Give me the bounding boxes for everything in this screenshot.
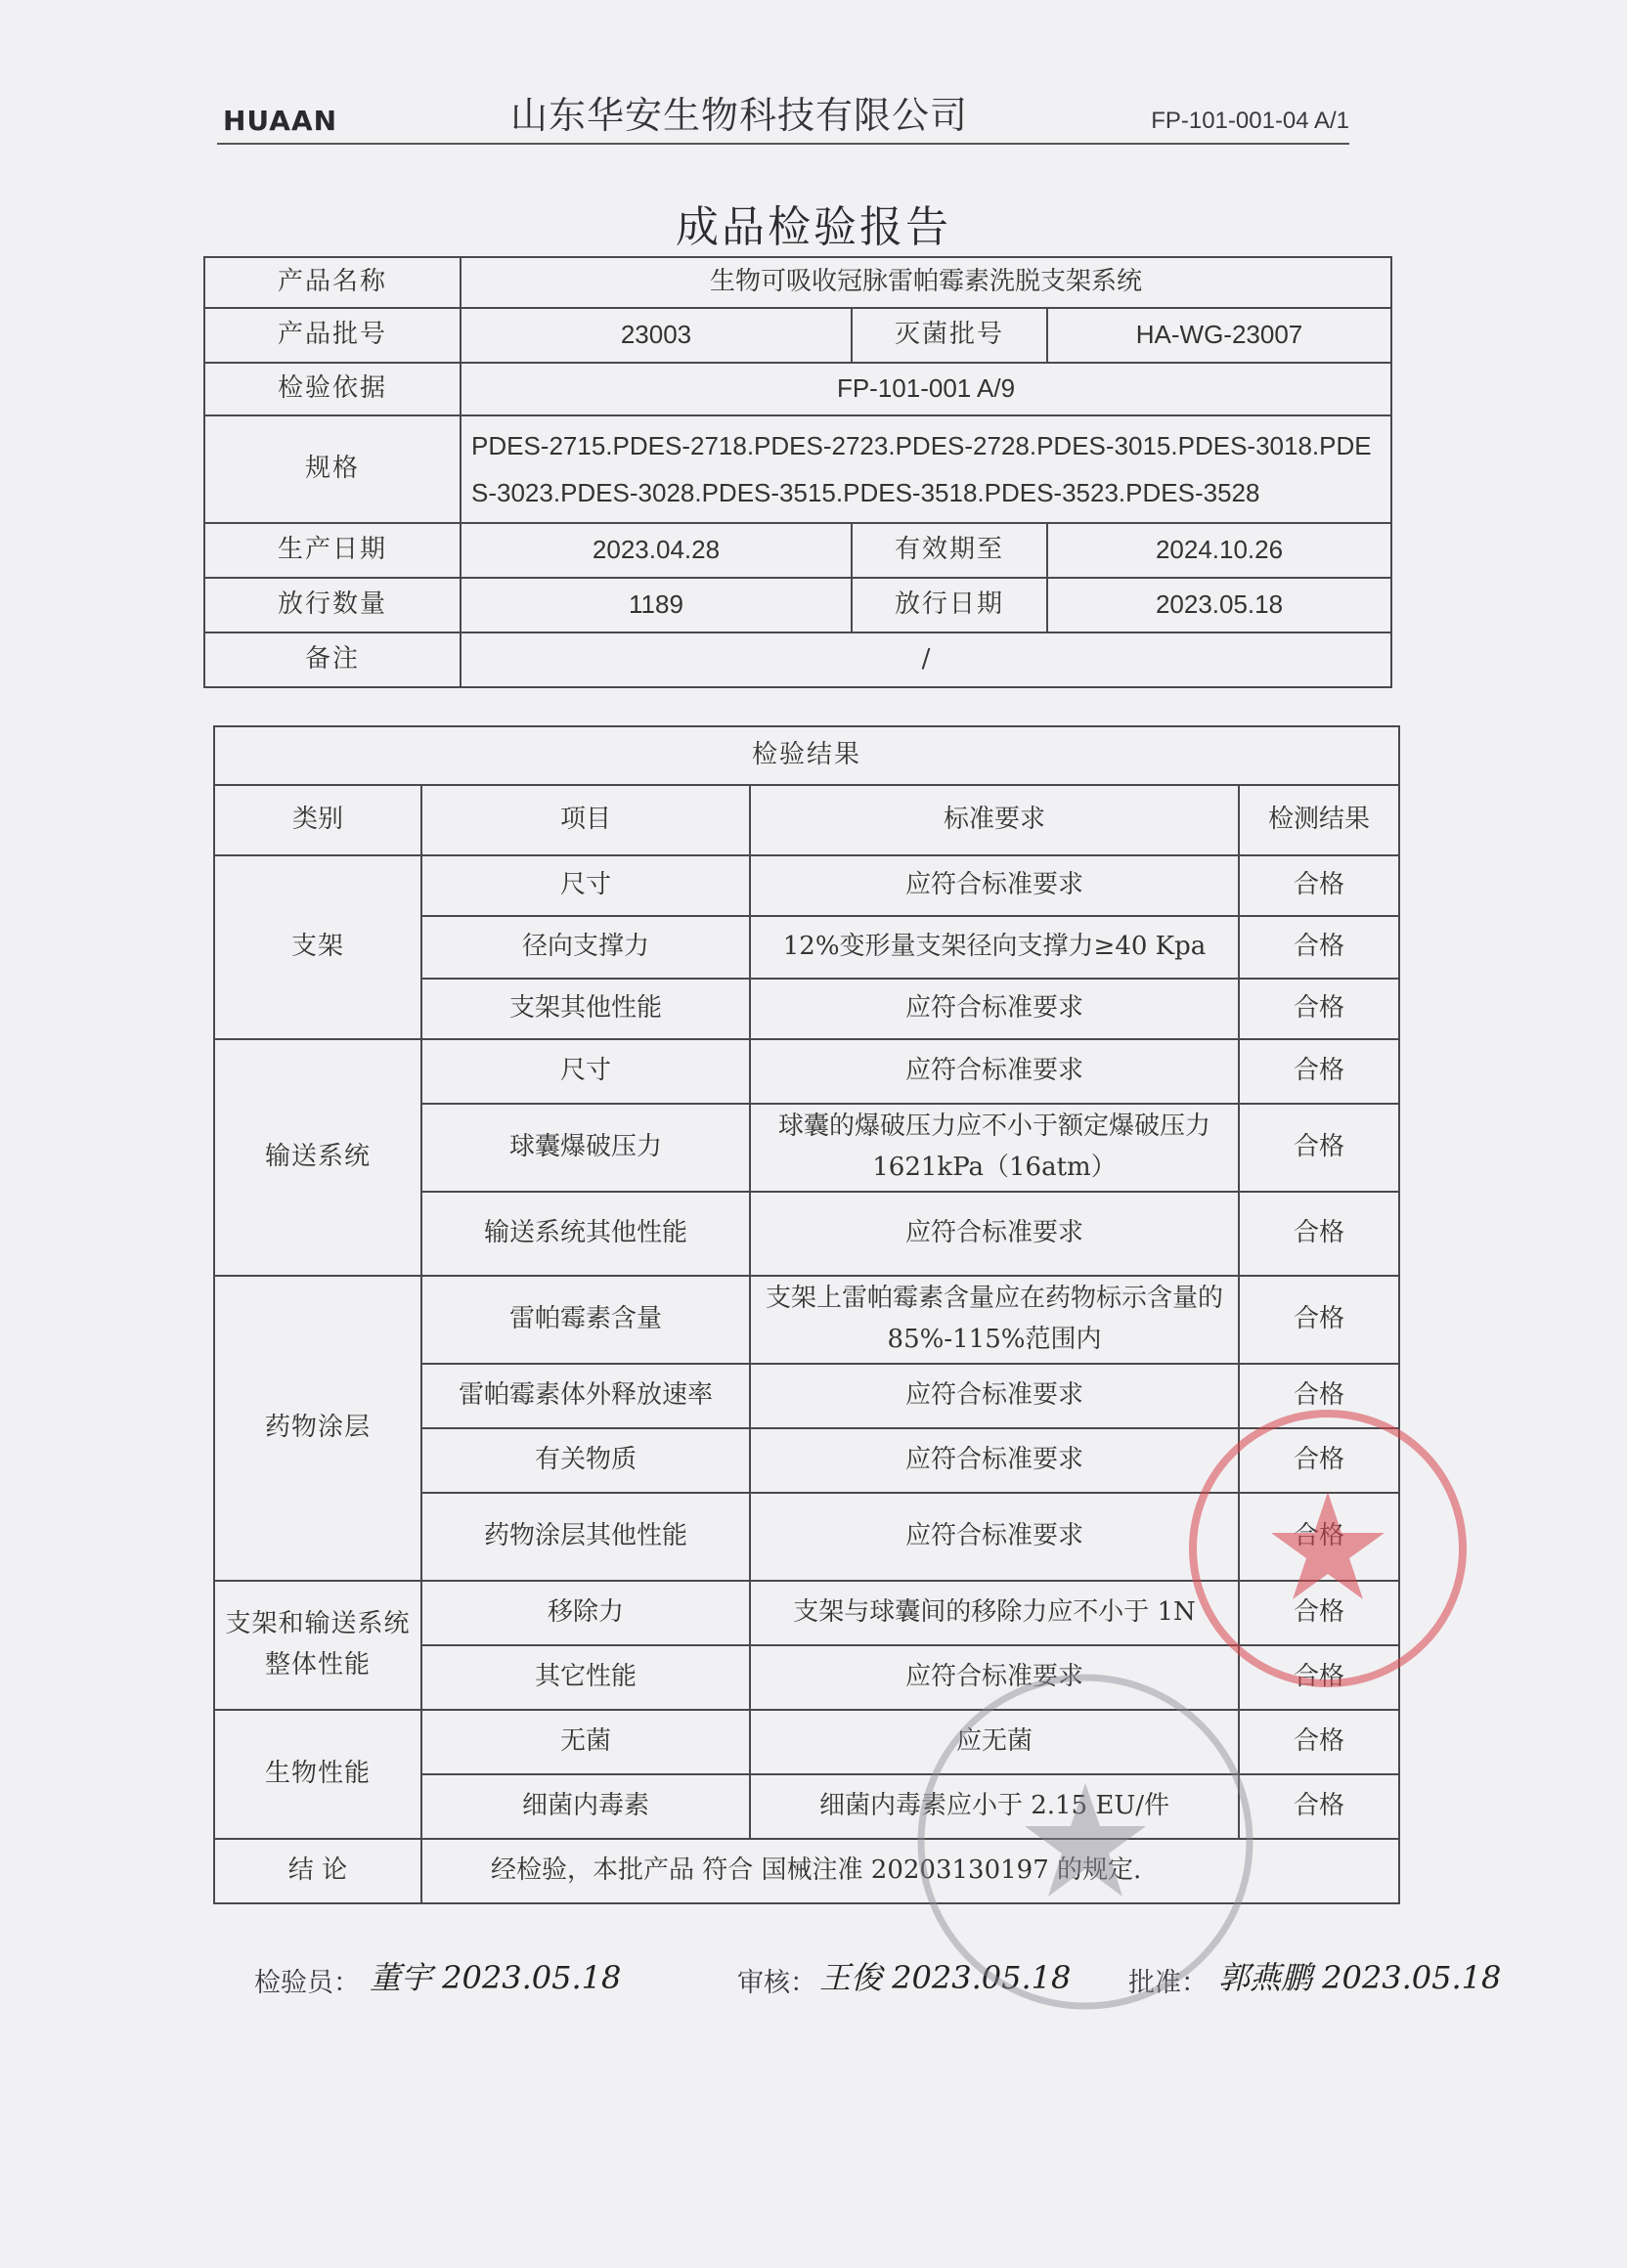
product-name-value: 生物可吸收冠脉雷帕霉素洗脱支架系统 (461, 257, 1391, 308)
standard-cell: 支架与球囊间的移除力应不小于 1N (750, 1581, 1239, 1645)
inspector-signature: 董宇 2023.05.18 (370, 1959, 622, 1996)
conclusion-text: 经检验，本批产品 符合 国械注准 20203130197 的规定. (421, 1839, 1399, 1903)
product-name-label: 产品名称 (204, 257, 461, 308)
category-cell: 支架 (214, 855, 421, 1039)
header-category: 类别 (214, 785, 421, 855)
standard-cell: 应符合标准要求 (750, 1192, 1239, 1276)
result-cell: 合格 (1239, 1104, 1399, 1192)
item-cell: 细菌内毒素 (421, 1774, 750, 1839)
item-cell: 支架其他性能 (421, 979, 750, 1039)
row-dates (204, 523, 1391, 578)
item-cell: 有关物质 (421, 1428, 750, 1493)
header-result: 检测结果 (1239, 785, 1399, 855)
prod-date-label: 生产日期 (204, 523, 461, 578)
result-cell: 合格 (1239, 979, 1399, 1039)
spec-value: PDES-2715.PDES-2718.PDES-2723.PDES-2728.PDES-3015.PDES-3018.PDES-3023.PDES-3028.PDES-3515.PDES-3518.PDES-3523.PDES-3528 (461, 415, 1391, 523)
steril-batch-value: HA-WG-23007 (1047, 308, 1391, 363)
category-cell: 生物性能 (214, 1710, 421, 1839)
product-info-table (203, 256, 1392, 688)
qty-value: 1189 (461, 578, 852, 632)
remark-value: / (461, 632, 1391, 687)
prod-date-value: 2023.04.28 (461, 523, 852, 578)
item-cell: 移除力 (421, 1581, 750, 1645)
result-cell: 合格 (1239, 855, 1399, 916)
conclusion-label: 结 论 (214, 1839, 421, 1903)
batch-label: 产品批号 (204, 308, 461, 363)
standard-cell: 应符合标准要求 (750, 1428, 1239, 1493)
spec-label: 规格 (204, 415, 461, 523)
row-remark (204, 632, 1391, 687)
quality-control-seal-red (1181, 1402, 1474, 1695)
inspection-results-table (213, 725, 1400, 1904)
reviewer-label: 审核： (737, 1968, 816, 1998)
item-cell: 药物涂层其他性能 (421, 1493, 750, 1581)
reviewer-signature: 王俊 2023.05.18 (819, 1959, 1072, 1996)
approver-signature: 郭燕鹏 2023.05.18 (1218, 1959, 1502, 1996)
result-cell: 合格 (1239, 1428, 1399, 1493)
header-item: 项目 (421, 785, 750, 855)
results-caption: 检验结果 (214, 726, 1399, 785)
table-row (214, 855, 1399, 916)
standard-cell: 支架上雷帕霉素含量应在药物标示含量的 85%-115%范围内 (750, 1276, 1239, 1364)
row-product-name (204, 257, 1391, 308)
expiry-label: 有效期至 (852, 523, 1047, 578)
seal-star-icon (1271, 1492, 1385, 1599)
expiry-value: 2024.10.26 (1047, 523, 1391, 578)
category-cell: 输送系统 (214, 1039, 421, 1276)
row-release (204, 578, 1391, 632)
table-row (214, 1276, 1399, 1364)
standard-cell: 12%变形量支架径向支撑力≥40 Kpa (750, 916, 1239, 979)
result-cell: 合格 (1239, 1710, 1399, 1774)
standard-cell: 应符合标准要求 (750, 1493, 1239, 1581)
item-cell: 径向支撑力 (421, 916, 750, 979)
results-header-row (214, 785, 1399, 855)
company-name: 山东华安生物科技有限公司 (510, 94, 969, 137)
result-cell: 合格 (1239, 1581, 1399, 1645)
document-header (217, 90, 1349, 145)
item-cell: 尺寸 (421, 855, 750, 916)
basis-value: FP-101-001 A/9 (461, 363, 1391, 415)
item-cell: 雷帕霉素体外释放速率 (421, 1364, 750, 1428)
item-cell: 球囊爆破压力 (421, 1104, 750, 1192)
approver-label: 批准： (1128, 1968, 1208, 1998)
steril-batch-label: 灭菌批号 (852, 308, 1047, 363)
release-date-value: 2023.05.18 (1047, 578, 1391, 632)
signature-footer (254, 1949, 1564, 2008)
item-cell: 输送系统其他性能 (421, 1192, 750, 1276)
result-cell: 合格 (1239, 1645, 1399, 1710)
standard-cell: 应符合标准要求 (750, 855, 1239, 916)
standard-cell: 应符合标准要求 (750, 1645, 1239, 1710)
release-date-label: 放行日期 (852, 578, 1047, 632)
standard-cell: 应符合标准要求 (750, 979, 1239, 1039)
company-seal-grey (909, 1666, 1261, 2018)
result-cell: 合格 (1239, 1364, 1399, 1428)
qty-label: 放行数量 (204, 578, 461, 632)
item-cell: 雷帕霉素含量 (421, 1276, 750, 1364)
batch-value: 23003 (461, 308, 852, 363)
table-row (214, 1039, 1399, 1104)
item-cell: 无菌 (421, 1710, 750, 1774)
category-cell: 支架和输送系统整体性能 (214, 1581, 421, 1710)
category-cell: 药物涂层 (214, 1276, 421, 1581)
standard-cell: 应符合标准要求 (750, 1364, 1239, 1428)
result-cell: 合格 (1239, 1039, 1399, 1104)
result-cell: 合格 (1239, 916, 1399, 979)
result-cell: 合格 (1239, 1276, 1399, 1364)
basis-label: 检验依据 (204, 363, 461, 415)
inspector-label: 检验员： (254, 1968, 360, 1998)
seal-star-icon (1025, 1783, 1146, 1897)
standard-cell: 球囊的爆破压力应不小于额定爆破压力 1621kPa（16atm） (750, 1104, 1239, 1192)
document-number: FP-101-001-04 A/1 (1151, 108, 1349, 134)
item-cell: 尺寸 (421, 1039, 750, 1104)
row-basis (204, 363, 1391, 415)
standard-cell: 应无菌 (750, 1710, 1239, 1774)
standard-cell: 细菌内毒素应小于 2.15 EU/件 (750, 1774, 1239, 1839)
row-spec (204, 415, 1391, 523)
row-batch (204, 308, 1391, 363)
remark-label: 备注 (204, 632, 461, 687)
results-caption-row (214, 726, 1399, 785)
report-title: 成品检验报告 (676, 202, 951, 252)
result-cell: 合格 (1239, 1192, 1399, 1276)
company-logo: HUAAN (223, 105, 338, 137)
header-standard: 标准要求 (750, 785, 1239, 855)
item-cell: 其它性能 (421, 1645, 750, 1710)
header-divider (217, 143, 1349, 145)
result-cell: 合格 (1239, 1774, 1399, 1839)
standard-cell: 应符合标准要求 (750, 1039, 1239, 1104)
